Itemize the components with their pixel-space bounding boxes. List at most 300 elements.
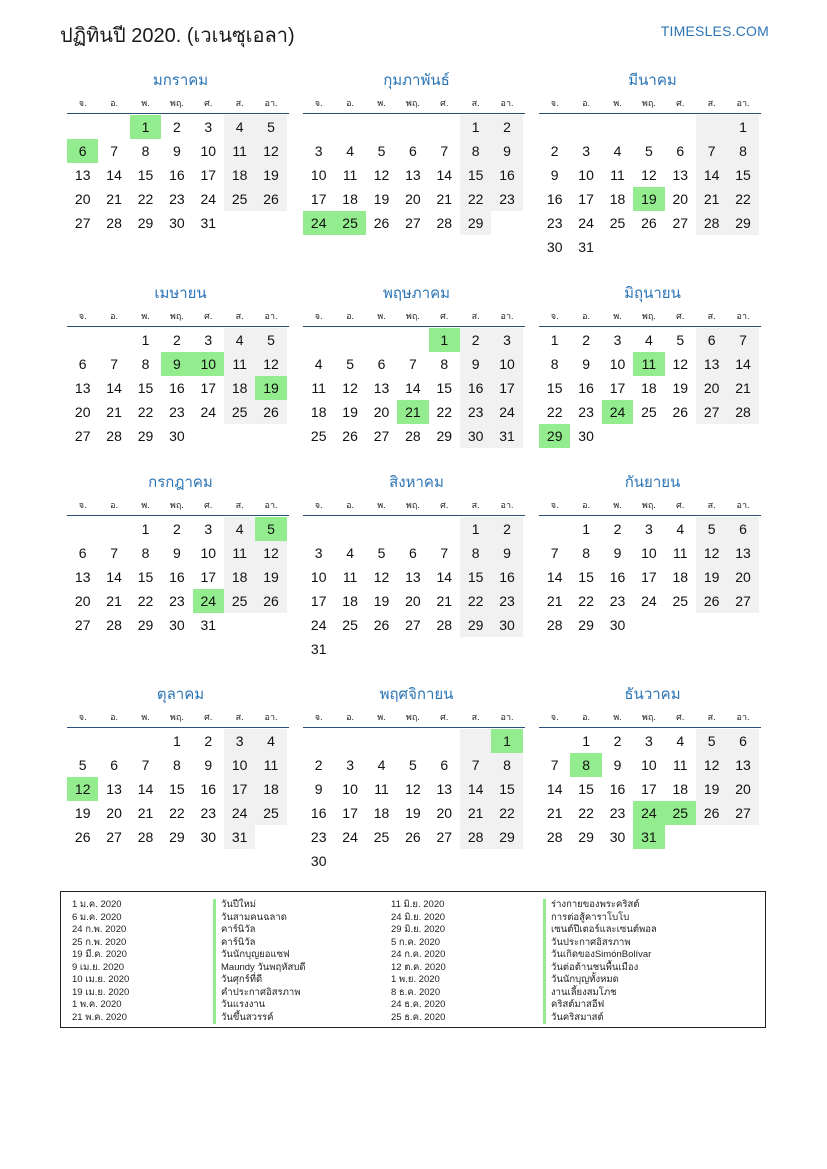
day-cell: 14	[546, 569, 563, 585]
day-cell: 18	[373, 805, 390, 821]
weekday-label: อ.	[582, 500, 591, 510]
weekday-label: ส.	[707, 98, 716, 108]
empty-cell	[98, 328, 129, 352]
month-name: มิถุนายน	[624, 285, 681, 302]
day-cell: 26	[672, 404, 689, 420]
weekday-label: จ.	[550, 712, 559, 722]
empty-cell	[727, 613, 758, 637]
empty-cell	[334, 637, 365, 661]
day-cell: 28	[696, 211, 727, 235]
day-cell: 16	[310, 805, 327, 821]
empty-cell	[334, 849, 365, 873]
weekday-label: ศ.	[204, 311, 213, 321]
empty-cell	[539, 115, 570, 139]
day-cell: 8	[172, 757, 181, 773]
weekday-label: อ.	[582, 98, 591, 108]
day-cell: 2	[172, 119, 181, 135]
weekday-label: พ.	[613, 712, 622, 722]
day-cell: 12	[696, 753, 727, 777]
day-cell: 23	[169, 404, 185, 420]
day-cell: 2	[550, 143, 559, 159]
day-cell: 13	[727, 753, 758, 777]
day-cell: 2	[172, 521, 181, 537]
day-cell: 11	[224, 139, 255, 163]
day-cell: 9	[204, 757, 213, 773]
day-cell: 15	[546, 380, 563, 396]
empty-cell	[429, 637, 460, 661]
day-cell: 5	[696, 517, 727, 541]
weekday-label: ส.	[707, 712, 716, 722]
day-cell: 23	[609, 593, 626, 609]
day-cell: 16	[546, 191, 563, 207]
weekday-header	[67, 710, 289, 728]
weekday-label: พ.	[613, 311, 622, 321]
day-cell: 14	[137, 781, 154, 797]
day-cell: 3	[204, 332, 213, 348]
day-cell: 21	[106, 404, 122, 420]
empty-cell	[366, 849, 397, 873]
holiday-name: วันศุกร์ที่ดี	[213, 974, 306, 987]
day-cell: 21	[137, 805, 154, 821]
day-cell: 14	[546, 781, 563, 797]
day-cell: 8	[727, 139, 758, 163]
day-cell: 31	[224, 825, 255, 849]
day-cell: 4	[613, 143, 622, 159]
day-cell: 24	[224, 801, 255, 825]
holiday-name: คริสต์มาสอีฟ	[543, 999, 657, 1012]
day-cell: 2	[613, 521, 622, 537]
month-name: พฤศจิกายน	[379, 686, 454, 703]
day-cell: 13	[696, 352, 727, 376]
day-cell: 18	[255, 777, 286, 801]
empty-cell	[696, 235, 727, 259]
day-cell: 13	[672, 167, 689, 183]
day-cell: 6	[727, 517, 758, 541]
day-cell: 13	[74, 167, 91, 183]
day-cell: 14	[460, 777, 491, 801]
day-cell: 22	[578, 805, 594, 821]
day-cell: 27	[373, 428, 390, 444]
weekday-header	[303, 498, 525, 516]
day-cell: 27	[696, 400, 727, 424]
holiday-date: 25 ก.พ. 2020	[72, 936, 127, 948]
weekday-label: อา.	[736, 311, 750, 321]
days-grid	[67, 328, 289, 448]
day-cell: 14	[436, 569, 453, 585]
weekday-label: ส.	[235, 712, 244, 722]
weekday-label: พ.	[141, 98, 150, 108]
day-cell: 5	[676, 332, 685, 348]
weekday-label: ศ.	[204, 98, 213, 108]
days-grid	[539, 729, 761, 849]
day-cell: 15	[436, 380, 453, 396]
day-cell: 13	[74, 569, 91, 585]
day-cell: 29	[460, 613, 491, 637]
day-cell: 23	[609, 805, 626, 821]
day-cell: 13	[727, 541, 758, 565]
day-cell: 18	[672, 569, 689, 585]
weekday-label: ส.	[471, 98, 480, 108]
day-cell: 22	[727, 187, 758, 211]
empty-cell	[397, 328, 428, 352]
weekday-label: พ.	[377, 500, 386, 510]
day-cell: 12	[405, 781, 421, 797]
day-cell: 8	[141, 545, 150, 561]
day-cell: 15	[137, 167, 154, 183]
day-cell: 4	[346, 545, 354, 561]
day-cell: 7	[110, 356, 118, 372]
holiday-date: 21 พ.ค. 2020	[72, 1011, 127, 1023]
day-cell: 5	[346, 356, 354, 372]
day-cell: 2	[172, 332, 181, 348]
holiday-day-cell: 8	[570, 753, 601, 777]
day-cell: 26	[696, 801, 727, 825]
weekday-label: อ.	[110, 500, 119, 510]
holiday-day-cell: 9	[161, 352, 192, 376]
day-cell: 8	[582, 545, 590, 561]
weekday-header	[539, 96, 761, 114]
day-cell: 27	[106, 829, 122, 845]
empty-cell	[539, 517, 570, 541]
weekday-header	[539, 498, 761, 516]
day-cell: 5	[377, 143, 386, 159]
day-cell: 8	[550, 356, 559, 372]
month-calendar	[539, 473, 761, 637]
month-calendar	[303, 473, 525, 661]
weekday-label: พ.	[613, 98, 622, 108]
days-grid	[303, 115, 525, 235]
day-cell: 4	[676, 733, 685, 749]
day-cell: 7	[696, 139, 727, 163]
holiday-date: 6 ม.ค. 2020	[72, 911, 122, 923]
day-cell: 30	[169, 428, 185, 444]
weekday-label: ส.	[235, 500, 244, 510]
holiday-date: 1 พ.ย. 2020	[391, 974, 440, 985]
empty-cell	[334, 729, 365, 753]
day-cell: 11	[610, 167, 625, 183]
day-cell: 23	[578, 404, 594, 420]
day-cell: 6	[676, 143, 685, 159]
holiday-date: 8 ธ.ค. 2020	[391, 986, 441, 998]
day-cell: 23	[491, 589, 522, 613]
empty-cell	[696, 613, 727, 637]
weekday-label: ส.	[471, 500, 480, 510]
day-cell: 20	[405, 593, 421, 609]
day-cell: 3	[582, 143, 590, 159]
day-cell: 7	[408, 356, 417, 372]
empty-cell	[397, 637, 428, 661]
day-cell: 26	[255, 187, 286, 211]
weekday-label: จ.	[314, 311, 323, 321]
day-cell: 22	[578, 593, 594, 609]
weekday-label: ส.	[235, 311, 244, 321]
weekday-label: ศ.	[440, 311, 449, 321]
weekday-header	[539, 710, 761, 728]
holiday-day-cell: 5	[255, 517, 286, 541]
day-cell: 29	[137, 617, 154, 633]
day-cell: 10	[491, 352, 522, 376]
weekday-label: พ.	[377, 311, 386, 321]
empty-cell	[98, 115, 129, 139]
empty-cell	[539, 729, 570, 753]
month-calendar	[539, 685, 761, 849]
weekday-label: ศ.	[440, 712, 449, 722]
weekday-label: อา.	[500, 500, 514, 510]
day-cell: 14	[405, 380, 421, 396]
day-cell: 5	[255, 328, 286, 352]
weekday-label: พฤ.	[169, 98, 184, 108]
weekday-label: อ.	[346, 500, 355, 510]
day-cell: 3	[613, 332, 622, 348]
weekday-label: อ.	[110, 712, 119, 722]
day-cell: 22	[137, 191, 154, 207]
day-cell: 30	[578, 428, 594, 444]
empty-cell	[98, 517, 129, 541]
weekday-label: ศ.	[676, 500, 685, 510]
day-cell: 25	[342, 617, 358, 633]
day-cell: 28	[405, 428, 421, 444]
month-name: กุมภาพันธ์	[383, 72, 450, 89]
day-cell: 15	[137, 380, 154, 396]
day-cell: 19	[255, 565, 286, 589]
day-cell: 30	[609, 617, 626, 633]
day-cell: 7	[727, 328, 758, 352]
holiday-name: คาร์นิวัล	[213, 924, 306, 937]
day-cell: 17	[491, 376, 522, 400]
holiday-name: วันคริสมาสต์	[543, 1012, 657, 1025]
day-cell: 1	[582, 521, 590, 537]
day-cell: 26	[373, 617, 390, 633]
brand-logo-text[interactable]: TIMESLES.COM	[660, 23, 769, 39]
day-cell: 3	[644, 521, 653, 537]
holiday-name: วันแรงงาน	[213, 999, 306, 1012]
empty-cell	[429, 849, 460, 873]
holiday-date: 9 เม.ย. 2020	[72, 961, 125, 973]
holiday-day-cell: 1	[491, 729, 522, 753]
day-cell: 27	[672, 215, 689, 231]
weekday-label: อา.	[264, 500, 278, 510]
day-cell: 12	[255, 139, 286, 163]
holiday-name: คาร์นิวัล	[213, 937, 306, 950]
day-cell: 16	[609, 781, 626, 797]
day-cell: 19	[696, 777, 727, 801]
holiday-name: วันนักบุญทั้งหมด	[543, 974, 657, 987]
empty-cell	[460, 637, 491, 661]
day-cell: 29	[578, 617, 594, 633]
day-cell: 22	[460, 187, 491, 211]
day-cell: 28	[460, 825, 491, 849]
day-cell: 13	[405, 569, 421, 585]
day-cell: 7	[460, 753, 491, 777]
day-cell: 25	[310, 428, 327, 444]
day-cell: 29	[727, 211, 758, 235]
holiday-day-cell: 24	[193, 589, 224, 613]
day-cell: 16	[609, 569, 626, 585]
day-cell: 14	[106, 380, 122, 396]
day-cell: 3	[346, 757, 354, 773]
day-cell: 30	[310, 853, 327, 869]
day-cell: 27	[405, 215, 421, 231]
holiday-dates-column-2	[391, 899, 446, 1024]
day-cell: 24	[310, 617, 327, 633]
day-cell: 3	[204, 521, 213, 537]
holiday-day-cell: 24	[303, 211, 334, 235]
day-cell: 9	[172, 143, 181, 159]
day-cell: 17	[200, 167, 217, 183]
weekday-label: จ.	[314, 500, 323, 510]
day-cell: 12	[255, 352, 286, 376]
weekday-label: ส.	[707, 500, 716, 510]
day-cell: 6	[78, 356, 87, 372]
day-cell: 19	[373, 191, 390, 207]
empty-cell	[727, 825, 758, 849]
weekday-label: อา.	[736, 500, 750, 510]
day-cell: 23	[491, 187, 522, 211]
day-cell: 9	[613, 545, 622, 561]
day-cell: 21	[460, 801, 491, 825]
day-cell: 27	[74, 617, 91, 633]
days-grid	[303, 328, 525, 448]
day-cell: 10	[578, 167, 594, 183]
day-cell: 14	[106, 167, 122, 183]
weekday-label: ส.	[471, 712, 480, 722]
day-cell: 9	[582, 356, 590, 372]
day-cell: 29	[491, 825, 522, 849]
day-cell: 6	[408, 143, 417, 159]
days-grid	[539, 115, 761, 259]
weekday-label: อ.	[346, 311, 355, 321]
holiday-names-column-2	[543, 899, 657, 1024]
day-cell: 13	[373, 380, 390, 396]
day-cell: 7	[550, 757, 559, 773]
days-grid	[539, 328, 761, 448]
month-name: เมษายน	[154, 285, 207, 302]
day-cell: 25	[224, 187, 255, 211]
day-cell: 25	[224, 400, 255, 424]
day-cell: 13	[436, 781, 453, 797]
holiday-name: ร่างกายของพระคริสต์	[543, 899, 657, 912]
day-cell: 16	[460, 376, 491, 400]
day-cell: 15	[727, 163, 758, 187]
empty-cell	[366, 328, 397, 352]
day-cell: 7	[141, 757, 150, 773]
empty-cell	[633, 424, 664, 448]
days-grid	[303, 729, 525, 873]
day-cell: 20	[74, 191, 91, 207]
day-cell: 13	[74, 380, 91, 396]
weekday-label: อา.	[500, 712, 514, 722]
days-grid	[539, 517, 761, 637]
month-name: กันยายน	[624, 474, 681, 491]
day-cell: 4	[255, 729, 286, 753]
weekday-label: อ.	[582, 712, 591, 722]
empty-cell	[397, 115, 428, 139]
day-cell: 23	[169, 593, 185, 609]
day-cell: 11	[672, 757, 688, 773]
day-cell: 10	[200, 545, 217, 561]
day-cell: 26	[405, 829, 421, 845]
day-cell: 4	[224, 115, 255, 139]
empty-cell	[224, 613, 255, 637]
weekday-label: ส.	[235, 98, 244, 108]
day-cell: 8	[460, 139, 491, 163]
day-cell: 2	[491, 517, 522, 541]
day-cell: 8	[141, 143, 150, 159]
day-cell: 14	[696, 163, 727, 187]
holiday-date: 10 เม.ย. 2020	[72, 974, 130, 985]
day-cell: 21	[546, 805, 563, 821]
empty-cell	[224, 424, 255, 448]
holiday-name: การต่อสู้คาราโบโบ	[543, 912, 657, 925]
day-cell: 1	[460, 115, 491, 139]
weekday-label: ศ.	[204, 500, 213, 510]
day-cell: 7	[110, 143, 118, 159]
empty-cell	[429, 729, 460, 753]
empty-cell	[429, 517, 460, 541]
day-cell: 12	[641, 167, 657, 183]
day-cell: 1	[582, 733, 590, 749]
day-cell: 4	[224, 328, 255, 352]
day-cell: 10	[310, 569, 327, 585]
weekday-header	[303, 96, 525, 114]
day-cell: 20	[74, 404, 91, 420]
holiday-list	[60, 891, 766, 1028]
empty-cell	[334, 517, 365, 541]
day-cell: 10	[342, 781, 358, 797]
day-cell: 8	[141, 356, 150, 372]
weekday-label: ส.	[707, 311, 716, 321]
weekday-label: อา.	[736, 712, 750, 722]
holiday-name: เซนต์ปีเตอร์และเซนต์พอล	[543, 924, 657, 937]
day-cell: 9	[460, 352, 491, 376]
month-name: พฤษภาคม	[382, 285, 451, 302]
day-cell: 28	[727, 400, 758, 424]
day-cell: 12	[373, 569, 390, 585]
day-cell: 24	[342, 829, 358, 845]
day-cell: 26	[696, 589, 727, 613]
holiday-dates-column-1	[72, 899, 129, 1024]
day-cell: 5	[377, 545, 386, 561]
day-cell: 17	[641, 781, 657, 797]
empty-cell	[255, 825, 286, 849]
day-cell: 11	[672, 545, 688, 561]
day-cell: 5	[78, 757, 87, 773]
day-cell: 1	[727, 115, 758, 139]
day-cell: 31	[200, 617, 217, 633]
day-cell: 26	[255, 589, 286, 613]
day-cell: 24	[200, 404, 217, 420]
day-cell: 3	[204, 119, 213, 135]
day-cell: 18	[609, 191, 626, 207]
holiday-name: คำประกาศอิสรภาพ	[213, 987, 306, 1000]
weekday-label: จ.	[550, 98, 559, 108]
day-cell: 16	[491, 163, 522, 187]
day-cell: 30	[169, 215, 185, 231]
empty-cell	[255, 424, 286, 448]
day-cell: 5	[408, 757, 417, 773]
weekday-label: ศ.	[204, 712, 213, 722]
day-cell: 17	[310, 593, 327, 609]
weekday-label: พ.	[141, 712, 150, 722]
empty-cell	[696, 115, 727, 139]
day-cell: 6	[110, 757, 118, 773]
holiday-name: วันขึ้นสวรรค์	[213, 1012, 306, 1025]
weekday-label: ศ.	[676, 98, 685, 108]
empty-cell	[491, 211, 522, 235]
holiday-name: วันสามคนฉลาด	[213, 912, 306, 925]
day-cell: 18	[310, 404, 327, 420]
day-cell: 31	[200, 215, 217, 231]
